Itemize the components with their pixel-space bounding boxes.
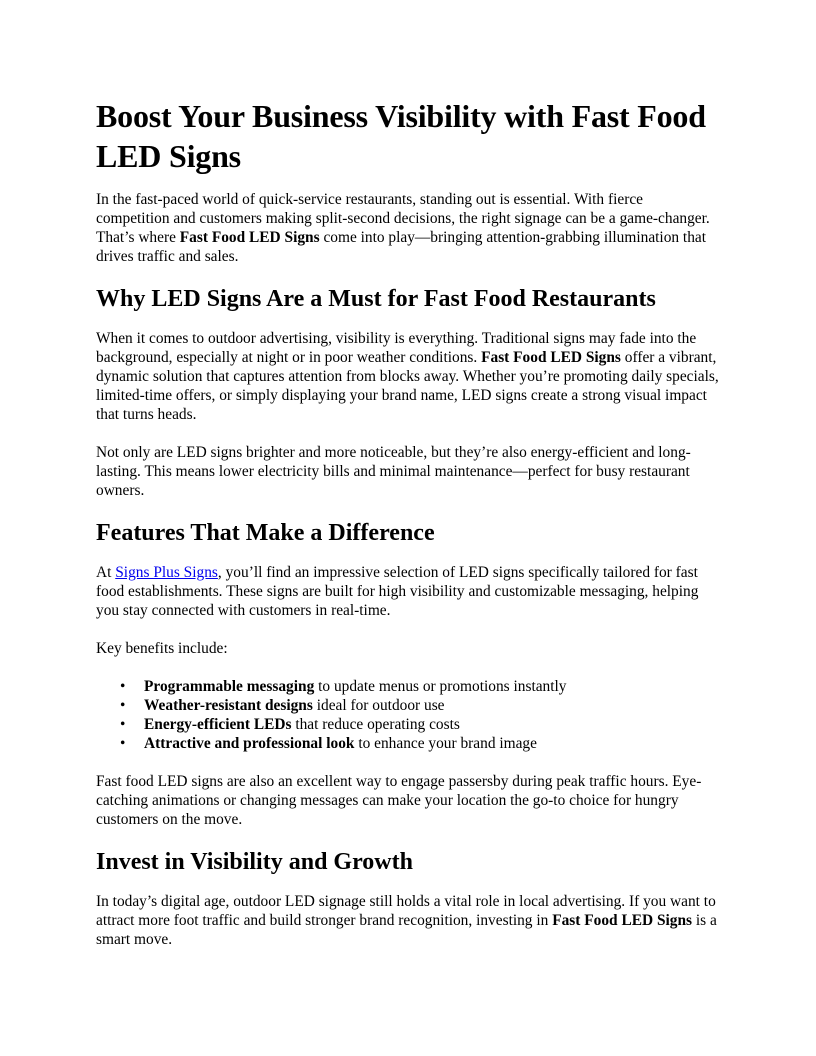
invest-text-end: is a smart move. xyxy=(96,912,717,948)
list-item xyxy=(96,696,720,715)
bullet-icon: • xyxy=(120,735,126,752)
features-paragraph-1 xyxy=(96,563,720,620)
bullet-icon: • xyxy=(120,678,126,695)
invest-bold-keyword: Fast Food LED Signs xyxy=(552,912,693,929)
section-heading-invest: Invest in Visibility and Growth xyxy=(96,849,413,875)
invest-text: In today’s digital age, outdoor LED signage still holds a vital role in local advertising. If you want to attract more foot traffic and build stronger brand recognition, investing in xyxy=(96,893,716,929)
list-item xyxy=(96,734,720,753)
benefit-text: to enhance your brand image xyxy=(354,735,537,752)
why-bold-keyword: Fast Food LED Signs xyxy=(481,349,621,366)
why-text: When it comes to outdoor advertising, visibility is everything. Traditional signs may fade into the background, especially at night or in poor weather conditions. xyxy=(96,330,697,366)
list-item xyxy=(96,677,720,696)
benefit-text: to update menus or promotions instantly xyxy=(314,678,567,695)
benefit-title: Programmable messaging xyxy=(144,678,315,695)
intro-bold-keyword: Fast Food LED Signs xyxy=(179,229,320,246)
section-heading-features: Features That Make a Difference xyxy=(96,520,435,546)
benefit-text: that reduce operating costs xyxy=(291,716,460,733)
benefit-title: Energy-efficient LEDs xyxy=(144,716,292,733)
bullet-icon: • xyxy=(120,697,126,714)
section-heading-why: Why LED Signs Are a Must for Fast Food Restaurants xyxy=(96,286,656,312)
why-paragraph-2: Not only are LED signs brighter and more noticeable, but they’re also energy-efficient and long-lasting. This means lower electricity bills and minimal maintenance—perfect for busy restaurant owners. xyxy=(96,444,691,499)
bullet-icon: • xyxy=(120,716,126,733)
page-title: Boost Your Business Visibility with Fast Food LED Signs xyxy=(96,98,706,174)
features-paragraph-2: Key benefits include: xyxy=(96,640,228,657)
invest-paragraph xyxy=(96,892,720,949)
benefit-text: ideal for outdoor use xyxy=(312,697,445,714)
signs-plus-signs-link[interactable]: Signs Plus Signs xyxy=(115,564,218,581)
benefits-list xyxy=(96,677,720,753)
benefit-title: Attractive and professional look xyxy=(144,735,355,752)
features-text-end: , you’ll find an impressive selection of LED signs specifically tailored for fast food establishments. These signs are built for high visibility and customizable messaging, helping you stay connected with customers in real-time. xyxy=(96,564,699,619)
intro-paragraph xyxy=(96,190,720,266)
features-paragraph-3: Fast food LED signs are also an excellent way to engage passersby during peak traffic hours. Eye-catching animations or changing messages can make your location the go-to choice for hungry customers on the move. xyxy=(96,773,702,828)
document-page xyxy=(96,96,720,968)
why-paragraph-1 xyxy=(96,329,720,424)
features-text: At xyxy=(96,564,116,581)
list-item xyxy=(96,715,720,734)
benefit-title: Weather-resistant designs xyxy=(144,697,313,714)
intro-text-end: come into play—bringing attention-grabbing illumination that drives traffic and sales. xyxy=(96,229,707,265)
why-text-end: offer a vibrant, dynamic solution that captures attention from blocks away. Whether you’re promoting daily specials, limited-time offers, or simply displaying your brand name, LED signs create a strong visual impact that turns heads. xyxy=(96,349,719,423)
intro-text: In the fast-paced world of quick-service restaurants, standing out is essential. With fierce competition and customers making split-second decisions, the right signage can be a game-changer. That’s where xyxy=(96,191,710,246)
